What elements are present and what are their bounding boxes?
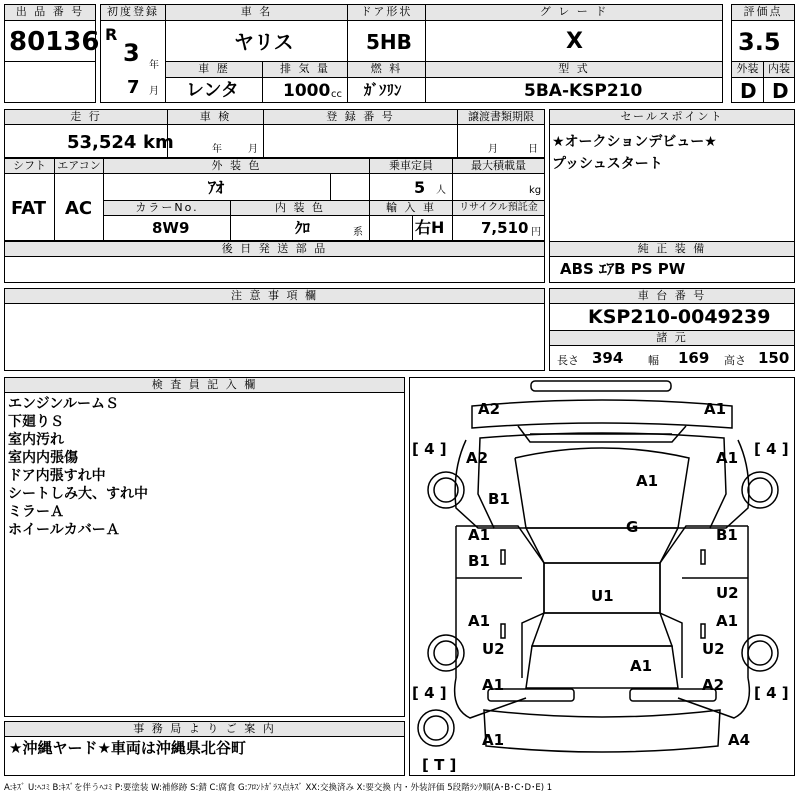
inspection-month-unit: 月 bbox=[248, 144, 258, 155]
shift: FAT bbox=[11, 198, 47, 219]
int-color-cell bbox=[230, 215, 370, 241]
door-type-header: ドア形状 bbox=[347, 4, 426, 21]
aircon-cell bbox=[54, 173, 104, 241]
damage-right-front-fender: A1 bbox=[716, 449, 739, 467]
reg-no-header: 登 録 番 号 bbox=[263, 109, 458, 125]
first-reg-year-unit: 年 bbox=[149, 60, 159, 71]
sales-point-item: ★オークションデビュー★ bbox=[552, 134, 717, 150]
sales-point-item: プッシュスタート bbox=[552, 156, 663, 172]
max-load-cell bbox=[452, 173, 545, 201]
damage-front-left: A2 bbox=[478, 400, 501, 418]
mileage-header: 走 行 bbox=[4, 109, 168, 125]
score-cell bbox=[731, 20, 795, 62]
int-color-header: 内 装 色 bbox=[230, 200, 370, 216]
legend: A:ｷｽﾞ U:ﾍｺﾐ B:ｷｽﾞを伴うﾍｺﾐ P:要塗装 W:補修跡 S:錆 C:腐食 G:ﾌﾛﾝﾄｶﾞﾗｽ点ｷｽﾞ XX:交換済み X:要交換 内・外装評価 5段階ﾗﾝｸ順(A･B･C･D･E) 1 bbox=[4, 783, 553, 793]
import-divider bbox=[412, 216, 413, 241]
car-outline bbox=[410, 378, 796, 777]
import-header: 輸 入 車 bbox=[369, 200, 453, 216]
ext-color: ｱｵ bbox=[208, 178, 225, 197]
damage-rear-bumper-right: A4 bbox=[728, 731, 751, 749]
history: レンタ bbox=[186, 80, 239, 101]
damage-right-rear-quarter: A2 bbox=[702, 676, 725, 694]
damage-left-front-door-b: B1 bbox=[468, 552, 490, 570]
ext-color-header: 外 装 色 bbox=[103, 158, 370, 174]
first-reg-header: 初度登録 bbox=[100, 4, 166, 21]
fuel: ｶﾞｿﾘﾝ bbox=[364, 81, 402, 99]
aircon: AC bbox=[65, 198, 93, 219]
first-reg-month-unit: 月 bbox=[149, 86, 159, 97]
equipment-cell bbox=[549, 256, 795, 283]
grade: X bbox=[566, 29, 583, 54]
mileage-cell bbox=[4, 124, 174, 158]
mileage: 53,524 bbox=[67, 132, 137, 153]
later-parts-header: 後 日 発 送 部 品 bbox=[4, 241, 545, 257]
transfer-cell bbox=[457, 124, 545, 158]
damage-right-rear-fender: U2 bbox=[702, 640, 725, 658]
model-header: 型 式 bbox=[425, 61, 723, 78]
recycle-cell bbox=[452, 215, 545, 241]
shift-cell bbox=[4, 173, 55, 241]
model: 5BA-KSP210 bbox=[524, 81, 643, 101]
ext-grade-header: 外装 bbox=[731, 61, 764, 78]
inspector-note: エンジンルームＳ bbox=[8, 396, 119, 412]
tire-front-right: [ 4 ] bbox=[754, 440, 789, 458]
tire-rear-right: [ 4 ] bbox=[754, 684, 789, 702]
lot-no: 80136 bbox=[9, 27, 100, 57]
dimensions-cell bbox=[549, 345, 795, 371]
equipment-header: 純 正 装 備 bbox=[549, 241, 795, 257]
inspection-header: 車 検 bbox=[167, 109, 264, 125]
car-name-header: 車 名 bbox=[165, 4, 348, 21]
height-value: 150 bbox=[758, 349, 790, 367]
history-cell bbox=[165, 77, 263, 103]
chassis-header: 車 台 番 号 bbox=[549, 288, 795, 304]
score: 3.5 bbox=[738, 28, 781, 56]
first-reg-cell bbox=[100, 20, 166, 103]
ext-color-cell bbox=[103, 173, 370, 201]
ext-color-divider bbox=[330, 174, 331, 201]
equipment: ABS ｴｱB PS PW bbox=[560, 260, 686, 278]
damage-right-rear-door-u: U2 bbox=[716, 584, 739, 602]
history-header: 車 歴 bbox=[165, 61, 263, 78]
transfer-header: 譲渡書類期限 bbox=[457, 109, 545, 125]
width-label: 幅 bbox=[648, 354, 659, 367]
inspection-cell bbox=[167, 124, 264, 158]
recycle-header: リサイクル預託金 bbox=[452, 200, 545, 216]
capacity-header: 乗車定員 bbox=[369, 158, 453, 174]
width-value: 169 bbox=[678, 349, 710, 367]
int-grade-header: 内装 bbox=[763, 61, 795, 78]
height-label: 高さ bbox=[724, 354, 746, 367]
reg-no-cell bbox=[263, 124, 458, 158]
damage-right-front-door: B1 bbox=[716, 526, 738, 544]
recycle-unit: 円 bbox=[531, 227, 541, 238]
length-label: 長さ bbox=[557, 354, 579, 367]
displacement-unit: cc bbox=[331, 89, 342, 100]
lot-no-header: 出 品 番 号 bbox=[4, 4, 96, 21]
int-color: ｸﾛ bbox=[295, 219, 311, 237]
sales-point-list bbox=[552, 131, 717, 175]
damage-right-rear-door-a: A1 bbox=[716, 612, 739, 630]
damage-left-front-lower: B1 bbox=[488, 490, 510, 508]
chassis-no: KSP210-0049239 bbox=[588, 306, 771, 328]
inspector-note: ホイールカバーＡ bbox=[8, 522, 120, 538]
inspector-notes bbox=[8, 395, 148, 539]
int-grade-cell bbox=[763, 77, 795, 103]
transfer-month-unit: 月 bbox=[488, 144, 498, 155]
inspection-year-unit: 年 bbox=[212, 144, 222, 155]
inspector-note: ドア内張すれ中 bbox=[8, 468, 106, 484]
inspector-note: 室内汚れ bbox=[8, 432, 64, 448]
door-type: 5HB bbox=[366, 30, 412, 54]
inspector-note: ミラーＡ bbox=[8, 504, 64, 520]
damage-left-front-fender: A2 bbox=[466, 449, 489, 467]
int-grade: D bbox=[772, 79, 789, 103]
aircon-header: エアコン bbox=[54, 158, 104, 174]
door-type-cell bbox=[347, 20, 426, 62]
grade-header: グ レ ー ド bbox=[425, 4, 723, 21]
fuel-header: 燃 料 bbox=[347, 61, 426, 78]
length-value: 394 bbox=[592, 349, 624, 367]
displacement-cell bbox=[262, 77, 348, 103]
inspector-note: シートしみ大、すれ中 bbox=[8, 486, 148, 502]
damage-left-front-door-a: A1 bbox=[468, 526, 491, 544]
first-reg-month: 7 bbox=[127, 77, 140, 98]
dimensions-header: 諸 元 bbox=[549, 330, 795, 346]
damage-trunk: A1 bbox=[630, 657, 653, 675]
import-cell bbox=[369, 215, 453, 241]
inspector-header: 検 査 員 記 入 欄 bbox=[4, 377, 405, 393]
fuel-cell bbox=[347, 77, 426, 103]
tire-front-left: [ 4 ] bbox=[412, 440, 447, 458]
damage-hood: A1 bbox=[636, 472, 659, 490]
inspector-note: 下廻りＳ bbox=[8, 414, 64, 430]
damage-front-right: A1 bbox=[704, 400, 727, 418]
displacement: 1000 bbox=[283, 81, 331, 101]
capacity-unit: 人 bbox=[436, 185, 446, 196]
spare-tire: [ T ] bbox=[422, 756, 457, 774]
color-no: 8W9 bbox=[152, 219, 190, 237]
later-parts-cell bbox=[4, 256, 545, 283]
first-reg-era: R bbox=[105, 25, 118, 44]
car-name: ヤリス bbox=[234, 30, 294, 54]
int-color-unit: 系 bbox=[353, 227, 363, 238]
tire-rear-left: [ 4 ] bbox=[412, 684, 447, 702]
office-note: ★沖縄ヤード★車両は沖縄県北谷町 bbox=[9, 739, 246, 757]
office-cell bbox=[4, 736, 405, 776]
model-cell bbox=[425, 77, 723, 103]
damage-left-rear-door: A1 bbox=[468, 612, 491, 630]
office-header: 事 務 局 よ り ご 案 内 bbox=[4, 721, 405, 737]
damage-rear-bumper-left: A1 bbox=[482, 731, 505, 749]
damage-roof: U1 bbox=[591, 587, 614, 605]
caution-cell bbox=[4, 303, 545, 371]
import: 右H bbox=[415, 218, 445, 237]
recycle: 7,510 bbox=[481, 219, 529, 237]
displacement-header: 排 気 量 bbox=[262, 61, 348, 78]
grade-cell bbox=[425, 20, 723, 62]
lot-no-cell bbox=[4, 20, 100, 62]
color-no-header: カラーNo. bbox=[103, 200, 231, 216]
load-unit: kg bbox=[529, 185, 542, 196]
lot-no-blank bbox=[4, 61, 96, 103]
ext-grade-cell bbox=[731, 77, 764, 103]
color-no-cell bbox=[103, 215, 231, 241]
chassis-cell bbox=[549, 303, 795, 331]
car-name-cell bbox=[165, 20, 348, 62]
inspector-note: 室内内張傷 bbox=[8, 450, 78, 466]
mileage-unit: km bbox=[143, 132, 174, 153]
damage-diagram bbox=[409, 377, 795, 776]
max-load-header: 最大積載量 bbox=[452, 158, 545, 174]
damage-left-rear-quarter: A1 bbox=[482, 676, 505, 694]
transfer-day-unit: 日 bbox=[528, 144, 538, 155]
damage-left-rear-fender: U2 bbox=[482, 640, 505, 658]
shift-header: シフト bbox=[4, 158, 55, 174]
sales-point-header: セールスポイント bbox=[549, 109, 795, 125]
score-header: 評価点 bbox=[731, 4, 795, 21]
caution-header: 注 意 事 項 欄 bbox=[4, 288, 545, 304]
first-reg-year: 3 bbox=[123, 39, 140, 67]
damage-windshield: G bbox=[626, 518, 639, 536]
capacity: 5 bbox=[414, 178, 426, 197]
ext-grade: D bbox=[740, 79, 757, 103]
capacity-cell bbox=[369, 173, 453, 201]
